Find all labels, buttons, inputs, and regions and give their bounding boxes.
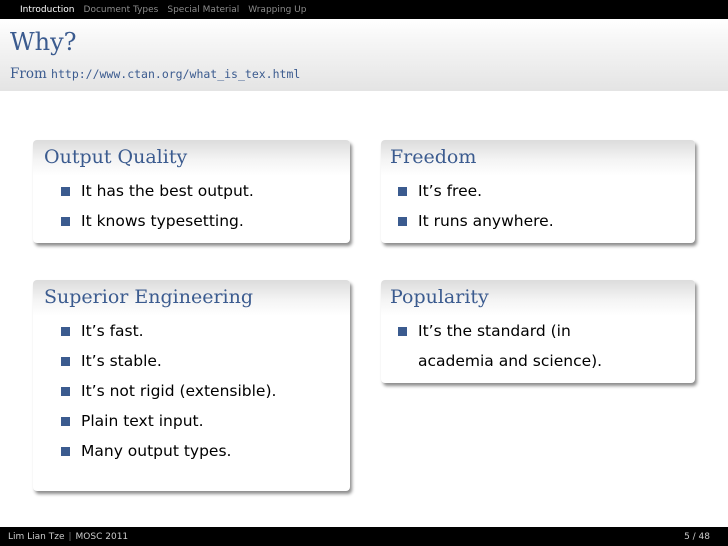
frame-subtitle xyxy=(10,66,300,82)
list-item: It knows typesetting. xyxy=(61,206,254,236)
footer-separator: | xyxy=(68,531,72,542)
list-item: It has the best output. xyxy=(61,176,254,206)
block-output-quality xyxy=(33,140,350,243)
footer-right xyxy=(220,527,728,546)
frame-title: Why? xyxy=(10,28,77,56)
block-title-bar xyxy=(33,280,350,316)
list-item: It’s not rigid (extensible). xyxy=(61,376,276,406)
bullet-square-icon xyxy=(398,217,407,226)
block-list xyxy=(398,176,554,236)
list-item: Many output types. xyxy=(61,436,276,466)
bullet-square-icon xyxy=(61,357,70,366)
bullet-square-icon xyxy=(61,327,70,336)
list-item: It’s stable. xyxy=(61,346,276,376)
footer-bar xyxy=(0,527,728,546)
footer-author: Lim Lian Tze xyxy=(8,531,65,542)
bullet-square-icon xyxy=(61,187,70,196)
nav-item-wrapping-up[interactable]: Wrapping Up xyxy=(248,4,307,15)
list-item: It runs anywhere. xyxy=(398,206,554,236)
nav-item-special-material[interactable]: Special Material xyxy=(167,4,240,15)
block-popularity xyxy=(381,280,695,383)
footer-left xyxy=(0,527,220,546)
bullet-square-icon xyxy=(61,217,70,226)
block-title-bar xyxy=(381,280,695,316)
bullet-square-icon xyxy=(61,447,70,456)
block-list xyxy=(61,176,254,236)
section-navigation-bar xyxy=(0,0,728,19)
block-list xyxy=(398,316,618,376)
block-list xyxy=(61,316,276,466)
block-title-freedom: Freedom xyxy=(390,146,477,168)
block-title-popularity: Popularity xyxy=(390,286,489,308)
nav-item-document-types[interactable]: Document Types xyxy=(83,4,159,15)
block-superior-engineering xyxy=(33,280,350,491)
bullet-square-icon xyxy=(398,327,407,336)
list-item: It’s free. xyxy=(398,176,554,206)
list-item: It’s the standard (in academia and science). xyxy=(398,316,618,376)
list-item: Plain text input. xyxy=(61,406,276,436)
footer-event: MOSC 2011 xyxy=(75,531,129,542)
bullet-square-icon xyxy=(61,387,70,396)
list-item: It’s fast. xyxy=(61,316,276,346)
block-title-output-quality: Output Quality xyxy=(44,146,188,168)
nav-item-introduction[interactable]: Introduction xyxy=(20,4,75,15)
block-title-bar xyxy=(381,140,695,176)
block-title-bar xyxy=(33,140,350,176)
footer-page-number: 5 / 48 xyxy=(684,531,710,542)
bullet-square-icon xyxy=(61,417,70,426)
subtitle-prefix: From xyxy=(10,66,47,82)
block-freedom xyxy=(381,140,695,243)
block-title-superior-engineering: Superior Engineering xyxy=(44,286,254,308)
subtitle-url: http://www.ctan.org/what_is_tex.html xyxy=(51,67,301,81)
bullet-square-icon xyxy=(398,187,407,196)
